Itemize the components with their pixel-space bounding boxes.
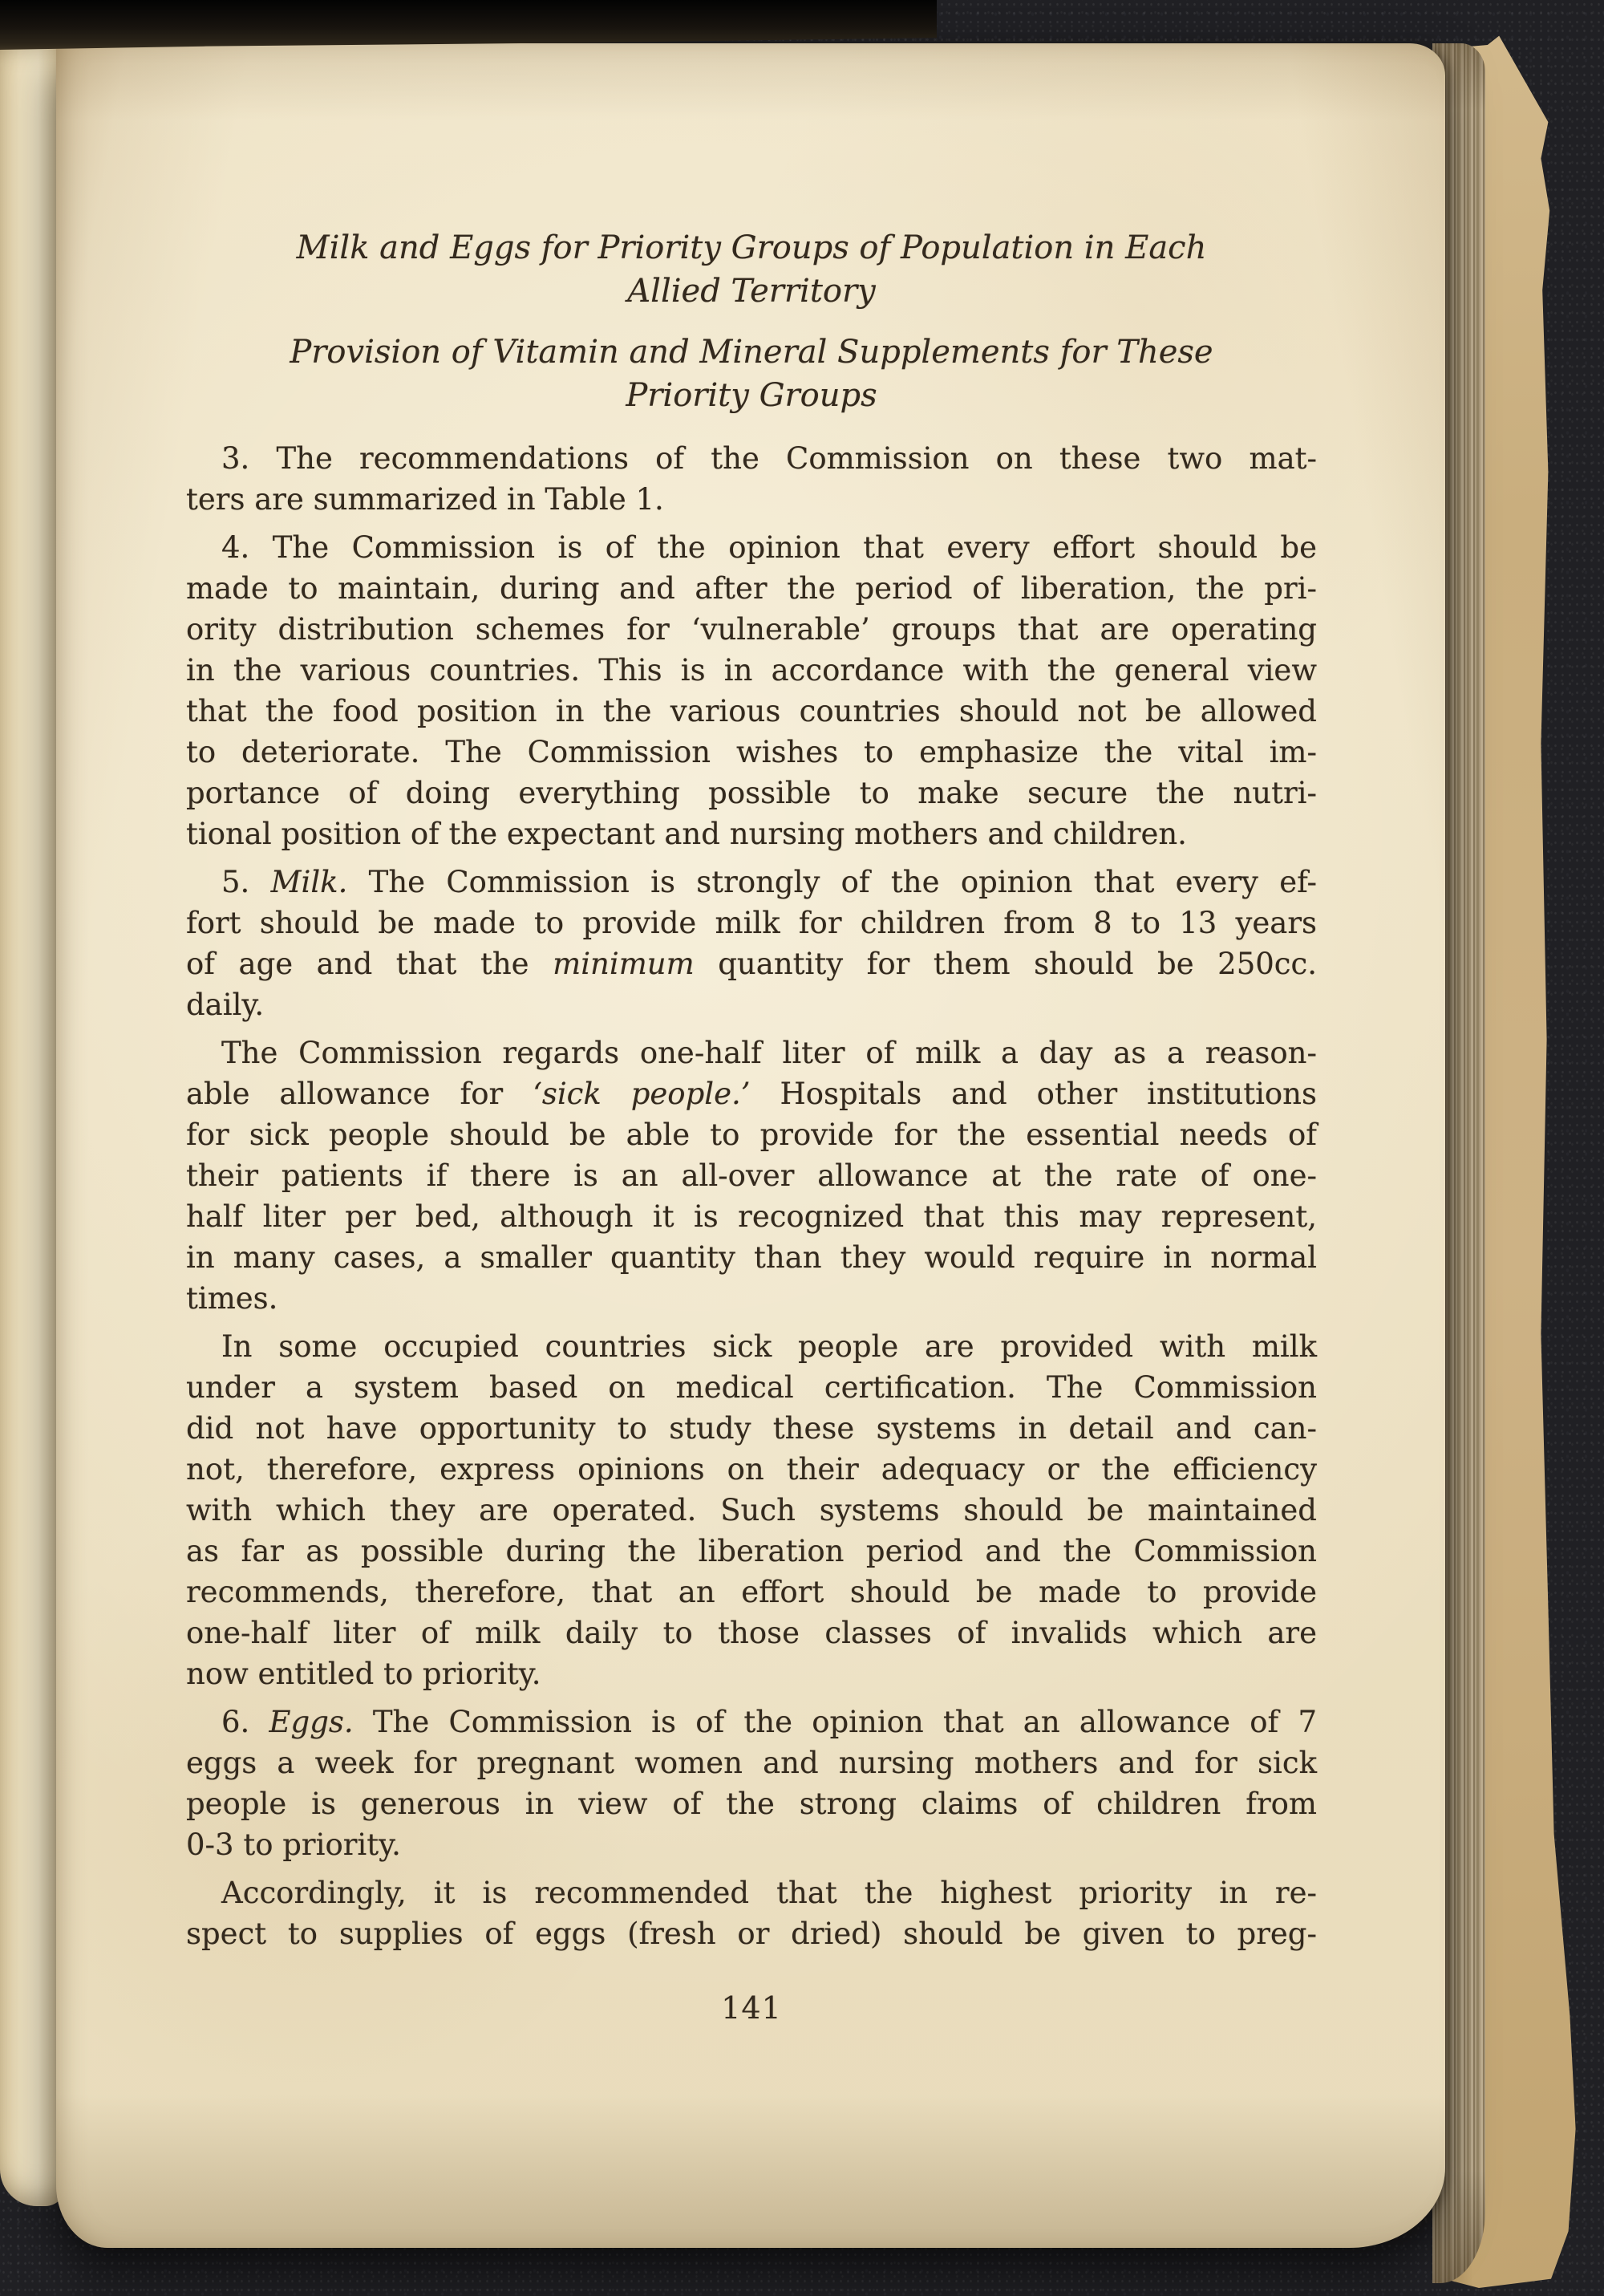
section-heading (186, 331, 1317, 417)
text-segment: one-half liter of milk daily to those classes of invalids which are (186, 1616, 1317, 1650)
text-line (186, 1449, 1317, 1490)
text-line (186, 1326, 1317, 1367)
paragraph (186, 862, 1317, 1025)
text-segment: not, therefore, express opinions on their adequacy or the efficiency (186, 1452, 1317, 1487)
section-heading (186, 226, 1317, 313)
text-segment: recommends, therefore, that an effort should be made to provide (186, 1575, 1317, 1609)
heading-line: Priority Groups (626, 377, 877, 414)
text-line (186, 732, 1317, 773)
doc-headings (186, 226, 1317, 417)
text-segment: ority distribution schemes for ‘vulnerable’ groups that are operating (186, 612, 1317, 647)
text-line (186, 1824, 1317, 1865)
text-line (186, 862, 1317, 903)
text-line (186, 1490, 1317, 1531)
text-segment: did not have opportunity to study these systems in detail and can- (186, 1411, 1317, 1446)
text-segment: 6. (221, 1705, 269, 1739)
text-segment: as far as possible during the liberation period and the Commission (186, 1534, 1317, 1568)
text-segment: quantity for them should be 250cc. (694, 947, 1317, 981)
paragraph (186, 1032, 1317, 1319)
text-line (186, 1114, 1317, 1155)
text-segment: now entitled to priority. (186, 1657, 541, 1691)
text-line (186, 1408, 1317, 1449)
paragraph (186, 438, 1317, 520)
text-segment: with which they are operated. Such systems should be maintained (186, 1493, 1317, 1527)
text-line (186, 1783, 1317, 1824)
text-line (186, 1531, 1317, 1572)
text-line (186, 1196, 1317, 1237)
text-segment: made to maintain, during and after the period of liberation, the pri- (186, 571, 1317, 606)
text-line (186, 1073, 1317, 1114)
text-segment: 5. (221, 865, 271, 899)
text-segment: under a system based on medical certification. The Commission (186, 1370, 1317, 1405)
text-segment: times. (186, 1281, 278, 1316)
text-segment: their patients if there is an all-over allowance at the rate of one- (186, 1158, 1317, 1193)
paragraph (186, 1702, 1317, 1865)
book-cover-edge (0, 0, 937, 50)
text-segment: in many cases, a smaller quantity than they would require in normal (186, 1240, 1317, 1275)
text-segment: tional position of the expectant and nursing mothers and children. (186, 817, 1187, 851)
text-segment: spect to supplies of eggs (fresh or dried) should be given to preg- (186, 1917, 1317, 1951)
text-segment: to deteriorate. The Commission wishes to emphasize the vital im- (186, 735, 1317, 769)
text-line (186, 773, 1317, 813)
paragraph (186, 527, 1317, 854)
text-line (186, 479, 1317, 520)
page-number: 141 (721, 1990, 782, 2026)
italic-text: Milk. (270, 865, 348, 899)
text-segment: ters are summarized in Table 1. (186, 482, 664, 517)
italic-text: Eggs. (269, 1705, 354, 1739)
text-segment: Accordingly, it is recommended that the highest priority in re- (221, 1876, 1317, 1910)
text-segment: daily. (186, 988, 265, 1022)
text-segment: people is generous in view of the strong claims of children from (186, 1787, 1317, 1821)
text-segment: able allowance for (186, 1077, 533, 1111)
text-line (186, 1572, 1317, 1612)
text-segment: 3. The recommendations of the Commission on these two mat- (221, 441, 1317, 476)
text-line (186, 650, 1317, 691)
text-line (186, 1155, 1317, 1196)
text-line (186, 1913, 1317, 1954)
text-line (186, 813, 1317, 854)
text-segment: for sick people should be able to provide for the essential needs of (186, 1118, 1317, 1152)
text-line (186, 984, 1317, 1025)
text-segment: half liter per bed, although it is recognized that this may represent, (186, 1199, 1317, 1234)
text-line (186, 609, 1317, 650)
text-segment: portance of doing everything possible to make secure the nutri- (186, 776, 1317, 810)
text-line (186, 903, 1317, 943)
text-line (186, 438, 1317, 479)
text-line (186, 1872, 1317, 1913)
text-segment: The Commission regards one-half liter of milk a day as a reason- (221, 1036, 1317, 1070)
text-segment: Hospitals and other institutions (750, 1077, 1317, 1111)
paragraph (186, 1326, 1317, 1694)
text-segment: of age and that the (186, 947, 553, 981)
body-paragraphs (186, 438, 1317, 1954)
text-line (186, 1367, 1317, 1408)
text-segment: The Commission is of the opinion that an allowance of 7 (353, 1705, 1317, 1739)
text-line (186, 1653, 1317, 1694)
heading-line: Provision of Vitamin and Mineral Supplements for These (290, 334, 1213, 371)
heading-line: Milk and Eggs for Priority Groups of Population in Each (296, 229, 1207, 266)
text-segment: 0-3 to priority. (186, 1827, 401, 1862)
text-line (186, 1702, 1317, 1742)
italic-text: minimum (553, 947, 695, 981)
text-line (186, 943, 1317, 984)
heading-line: Allied Territory (627, 273, 876, 310)
text-line (186, 1032, 1317, 1073)
text-segment: The Commission is strongly of the opinion that every ef- (347, 865, 1317, 899)
text-line (186, 1237, 1317, 1278)
page-text-block (186, 226, 1317, 2029)
text-line (186, 527, 1317, 568)
italic-text: ‘sick people.’ (533, 1077, 751, 1111)
text-line (186, 568, 1317, 609)
text-segment: that the food position in the various countries should not be allowed (186, 694, 1317, 728)
text-line (186, 691, 1317, 732)
book-page (56, 43, 1445, 2248)
text-segment: 4. The Commission is of the opinion that every effort should be (221, 530, 1317, 565)
text-segment: fort should be made to provide milk for children from 8 to 13 years (186, 906, 1317, 940)
text-segment: In some occupied countries sick people are provided with milk (221, 1329, 1317, 1364)
text-segment: eggs a week for pregnant women and nursing mothers and for sick (186, 1746, 1317, 1780)
text-line (186, 1612, 1317, 1653)
paragraph (186, 1872, 1317, 1954)
text-line (186, 1278, 1317, 1319)
text-line (186, 1742, 1317, 1783)
text-segment: in the various countries. This is in accordance with the general view (186, 653, 1317, 688)
